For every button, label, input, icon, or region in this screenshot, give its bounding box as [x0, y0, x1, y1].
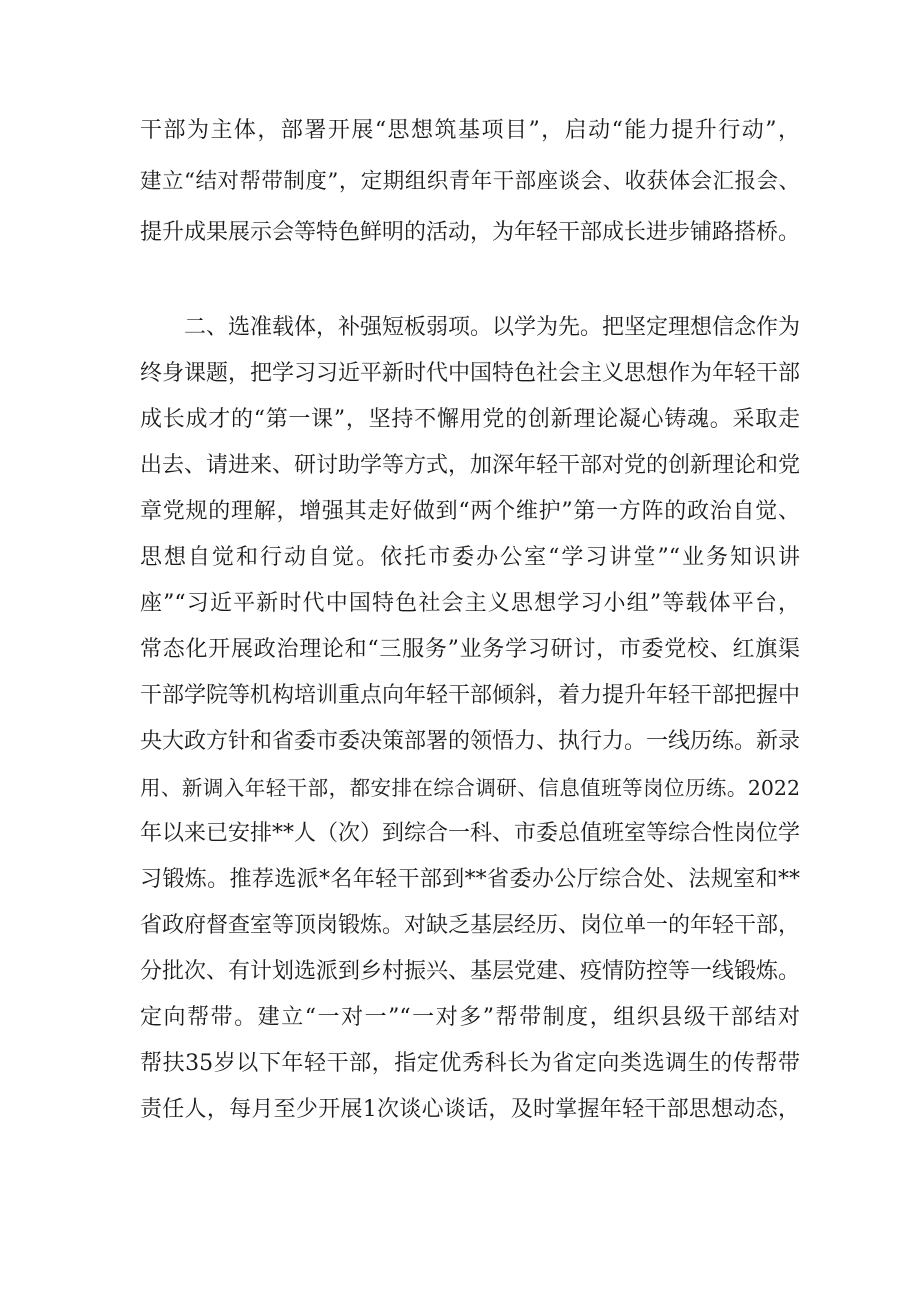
paragraph2-line-4: 出去、请进来、研讨助学等方式，加深年轻干部对党的创新理论和党 [140, 453, 800, 478]
paragraph2-line-12: 年以来已安排**人（次）到综合一科、市委总值班室等综合性岗位学 [140, 821, 800, 846]
paragraph2-line-2: 终身课题，把学习习近平新时代中国特色社会主义思想作为年轻干部 [140, 361, 800, 386]
paragraph2-line-16: 定向帮带。建立“一对一”“一对多”帮带制度，组织县级干部结对 [140, 1005, 800, 1030]
paragraph2-line-9: 干部学院等机构培训重点向年轻干部倾斜，着力提升年轻干部把握中 [140, 683, 800, 708]
paragraph1-line-3: 提升成果展示会等特色鲜明的活动，为年轻干部成长进步铺路搭桥。 [140, 220, 800, 245]
paragraph2-line-7: 座”“习近平新时代中国特色社会主义思想学习小组”等载体平台， [140, 591, 800, 616]
paragraph2-line-10: 央大政方针和省委市委决策部署的领悟力、执行力。一线历练。新录 [140, 729, 800, 754]
paragraph2-line-8: 常态化开展政治理论和“三服务”业务学习研讨，市委党校、红旗渠 [140, 637, 800, 662]
paragraph2-line-11: 用、新调入年轻干部，都安排在综合调研、信息值班等岗位历练。2022 [140, 776, 800, 800]
paragraph2-line-14: 省政府督查室等顶岗锻炼。对缺乏基层经历、岗位单一的年轻干部， [140, 913, 800, 938]
paragraph2-line-13: 习锻炼。推荐选派*名年轻干部到**省委办公厅综合处、法规室和** [140, 867, 800, 892]
paragraph2-line-18: 责任人，每月至少开展1次谈心谈话，及时掌握年轻干部思想动态， [140, 1097, 800, 1122]
paragraph1-line-2: 建立“结对帮带制度”，定期组织青年干部座谈会、收获体会汇报会、 [140, 169, 800, 194]
paragraph2-line-15: 分批次、有计划选派到乡村振兴、基层党建、疫情防控等一线锻炼。 [140, 959, 800, 984]
paragraph2-line-6: 思想自觉和行动自觉。依托市委办公室“学习讲堂”“业务知识讲 [140, 545, 800, 570]
paragraph2-line-17: 帮扶35岁以下年轻干部，指定优秀科长为省定向类选调生的传帮带 [140, 1051, 800, 1076]
paragraph1-line-1: 干部为主体，部署开展“思想筑基项目”，启动“能力提升行动”， [140, 118, 800, 143]
paragraph2-line-1: 二、选准载体，补强短板弱项。以学为先。把坚定理想信念作为 [184, 315, 800, 340]
paragraph2-line-3: 成长成才的“第一课”，坚持不懈用党的创新理论凝心铸魂。采取走 [140, 407, 800, 432]
paragraph2-line-5: 章党规的理解，增强其走好做到“两个维护”第一方阵的政治自觉、 [140, 499, 800, 524]
